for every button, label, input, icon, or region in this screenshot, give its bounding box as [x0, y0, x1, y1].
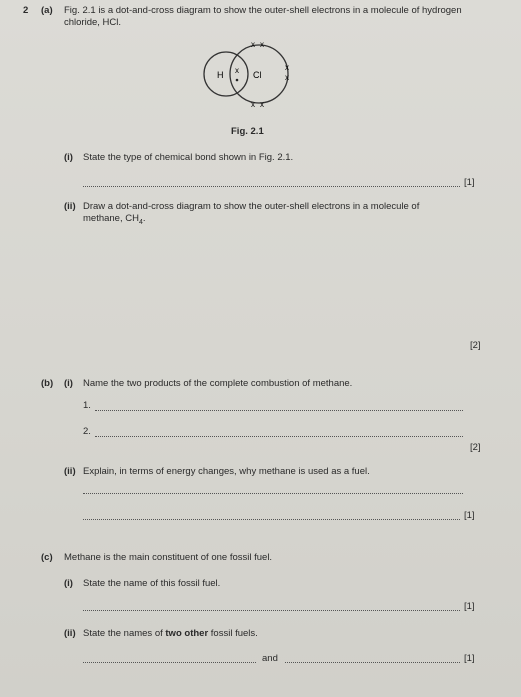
mark-a-i: [1] — [464, 177, 475, 188]
part-c-label: (c) — [41, 552, 53, 563]
intro-line-2: chloride, HCl. — [64, 17, 122, 28]
part-b-label: (b) — [41, 378, 54, 389]
intro-line-1: Fig. 2.1 is a dot-and-cross diagram to show the outer-shell electrons in a molecule of hydrogen — [64, 5, 462, 16]
a-ii-line-1: Draw a dot-and-cross diagram to show the outer-shell electrons in a molecule of — [83, 201, 420, 212]
b-i-text: Name the two products of the complete combustion of methane. — [83, 378, 353, 389]
c-i-label: (i) — [64, 578, 73, 589]
c-ii-and: and — [262, 653, 278, 664]
c-i-text: State the name of this fossil fuel. — [83, 578, 221, 589]
bond-cross: x — [235, 66, 239, 75]
top-cross-1: x — [251, 40, 255, 49]
hcl-dot-cross-diagram — [195, 36, 310, 114]
c-ii-text: State the names of two other fossil fuels. — [83, 628, 258, 639]
c-text: Methane is the main constituent of one fossil fuel. — [64, 552, 273, 563]
mark-c-ii: [1] — [464, 653, 475, 664]
answer-line-a-i[interactable] — [83, 186, 460, 187]
hydrogen-shell — [204, 52, 248, 96]
question-number: 2 — [23, 5, 29, 16]
right-cross-2: x — [285, 73, 289, 82]
a-ii-line-2: methane, $CH_4$. — [83, 213, 146, 226]
answer-line-c-i[interactable] — [83, 610, 460, 611]
top-cross-2: x — [260, 40, 264, 49]
mark-b-ii: [1] — [464, 510, 475, 521]
a-i-label: (i) — [64, 152, 73, 163]
mark-b-i: [2] — [470, 442, 481, 453]
answer-line-b-ii-1[interactable] — [83, 493, 463, 494]
a-ii-label: (ii) — [64, 201, 76, 212]
answer-line-b-i-2[interactable] — [95, 436, 463, 437]
a-i-text: State the type of chemical bond shown in Fig. 2.1. — [83, 152, 294, 163]
bottom-cross-2: x — [260, 100, 264, 109]
atom-h-label: H — [217, 70, 224, 80]
bond-dot — [236, 79, 239, 82]
mark-c-i: [1] — [464, 601, 475, 612]
figure-caption: Fig. 2.1 — [231, 126, 264, 137]
answer-line-c-ii-1[interactable] — [83, 662, 256, 663]
right-cross-1: x — [285, 63, 289, 72]
c-ii-label: (ii) — [64, 628, 76, 639]
bottom-cross-1: x — [251, 100, 255, 109]
b-i-item-2: 2. — [83, 426, 91, 437]
atom-cl-label: Cl — [253, 70, 262, 80]
part-a-label: (a) — [41, 5, 53, 16]
b-ii-text: Explain, in terms of energy changes, why methane is used as a fuel. — [83, 466, 370, 477]
answer-line-c-ii-2[interactable] — [285, 662, 460, 663]
mark-a-ii: [2] — [470, 340, 481, 351]
drawing-area-a-ii[interactable] — [83, 232, 463, 332]
answer-line-b-i-1[interactable] — [95, 410, 463, 411]
b-i-label: (i) — [64, 378, 73, 389]
b-ii-label: (ii) — [64, 466, 76, 477]
answer-line-b-ii-2[interactable] — [83, 519, 460, 520]
a-ii-subscript: 4 — [138, 218, 143, 226]
b-i-item-1: 1. — [83, 400, 91, 411]
